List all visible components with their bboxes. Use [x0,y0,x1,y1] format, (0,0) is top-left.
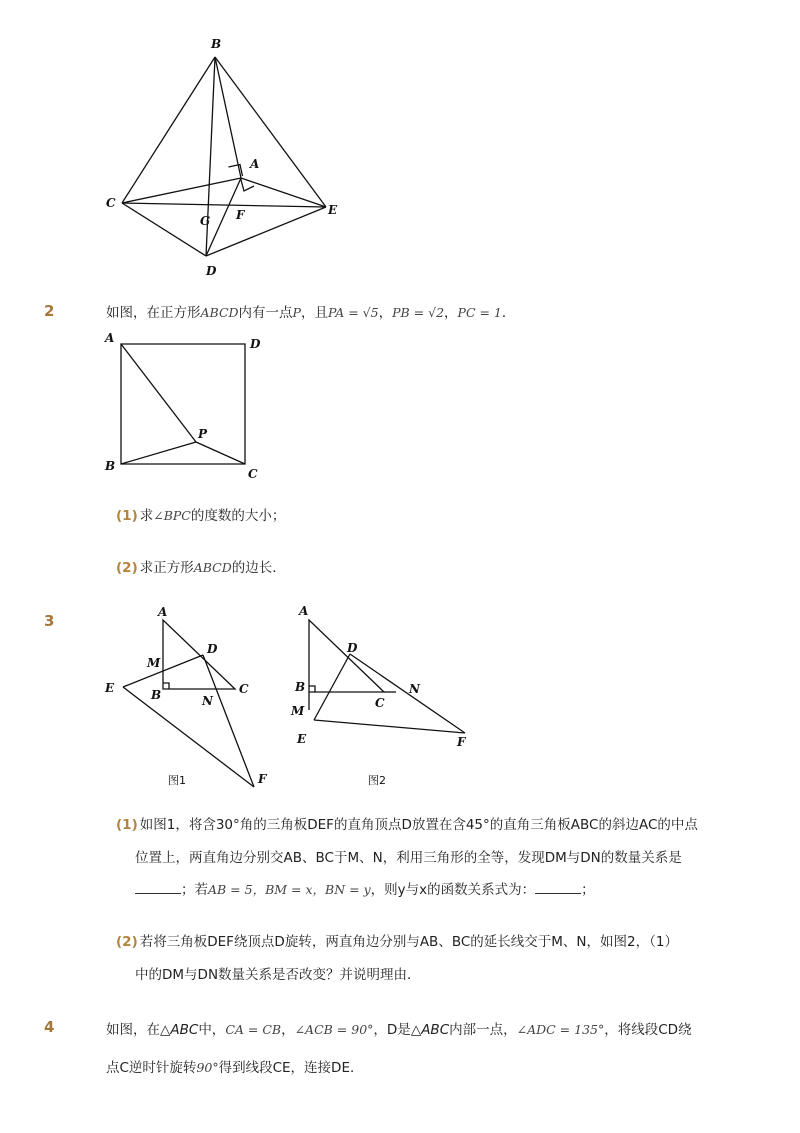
fig3-2-label-a: A [299,604,309,618]
question-4-line-1: 如图，在△ABC中，CA = CB，∠ACB = 90°，D是△ABC内部一点，∠ADC = 135°，将线段CD绕 [106,1022,692,1038]
fig3-1-label-m: M [147,656,161,670]
fig2-label-d: D [250,337,261,351]
fig2-label-p: P [198,427,208,441]
fig3-2-label-d: D [347,641,358,655]
fig3-1-label-b: B [151,688,162,702]
fig1-label-a: A [250,157,260,171]
fig3-1-label-c: C [239,682,249,696]
figure-2-square [0,325,300,485]
question-3-number: 3 [44,612,55,630]
question-3-part-1-line-3: ；若AB = 5，BM = x，BN = y，则y与x的函数关系式为： ； [135,880,595,900]
fig3-2-label-e: E [297,732,307,746]
fig3-1-caption: 图1 [168,774,186,787]
fig3-2-caption: 图2 [368,774,386,787]
question-2-part-1: (1) 求∠BPC的度数的大小； [116,508,286,524]
fig3-2-label-c: C [375,696,385,710]
fig2-label-b: B [105,459,116,473]
question-3-part-1-line-1: (1) 如图1，将含30°角的三角板DEF的直角顶点D放置在含45°的直角三角板ABC的斜边AC的中点 [116,817,698,833]
question-3-part-2-line-1: (2) 若将三角板DEF绕顶点D旋转，两直角边分别与AB、BC的延长线交于M、N，如图2，（1） [116,934,678,950]
fig1-label-e: E [328,203,338,217]
question-3-part-2-line-2: 中的DM与DN数量关系是否改变？并说明理由． [135,967,421,983]
fig1-label-f: F [236,208,245,222]
fig3-1-label-f: F [258,772,267,786]
fig3-1-label-n: N [202,694,213,708]
question-4-number: 4 [44,1018,55,1036]
fig1-label-c: C [106,196,116,210]
fig2-label-c: C [248,467,258,481]
fig3-1-label-d: D [207,642,218,656]
figure-3-1 [95,595,295,795]
question-2-stem: 如图，在正方形ABCD内有一点P，且PA = √5，PB = √2，PC = 1． [106,305,516,321]
answer-blank-1[interactable] [135,881,181,894]
fig3-1-label-e: E [105,681,115,695]
figure-1-pyramid [0,0,800,290]
fig1-label-b: B [211,37,222,51]
fig3-2-label-n: N [409,682,420,696]
fig3-2-label-f: F [457,735,466,749]
fig3-2-label-b: B [295,680,306,694]
fig1-label-g: G [200,214,211,228]
fig3-2-label-m: M [291,704,305,718]
question-2-part-2: (2) 求正方形ABCD的边长． [116,560,286,576]
figure-3-2 [285,595,475,795]
question-3-part-1-line-2: 位置上，两直角边分别交AB、BC于M、N，利用三角形的全等，发现DM与DN的数量关系是 [135,850,682,866]
fig2-label-a: A [105,331,115,345]
question-4-line-2: 点C逆时针旋转90°得到线段CE，连接DE． [106,1060,364,1076]
question-2-number: 2 [44,302,55,320]
fig3-1-label-a: A [158,605,168,619]
fig1-label-d: D [206,264,217,278]
answer-blank-2[interactable] [535,881,581,894]
